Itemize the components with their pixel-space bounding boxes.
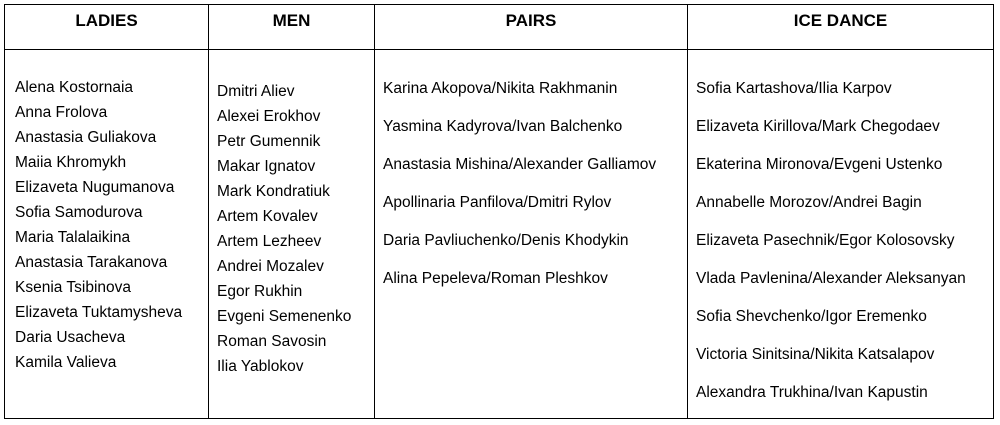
ladies-column	[5, 50, 209, 418]
list-item: Anna Frolova	[15, 104, 108, 121]
list-item: Daria Usacheva	[15, 329, 126, 346]
list-item: Maiia Khromykh	[15, 154, 127, 171]
list-item: Ilia Yablokov	[217, 358, 304, 375]
list-item: Mark Kondratiuk	[217, 183, 330, 200]
list-item: Alina Pepeleva/Roman Pleshkov	[383, 270, 608, 287]
list-item: Elizaveta Tuktamysheva	[15, 304, 183, 321]
list-item: Kamila Valieva	[15, 354, 117, 371]
list-item: Petr Gumennik	[217, 133, 321, 150]
list-item: Egor Rukhin	[217, 283, 303, 300]
list-item: Alexandra Trukhina/Ivan Kapustin	[696, 384, 928, 401]
list-item: Vlada Pavlenina/Alexander Aleksanyan	[696, 270, 966, 287]
pairs-column	[375, 50, 688, 418]
men-column	[209, 50, 375, 418]
list-item: Alena Kostornaia	[15, 79, 134, 96]
men-header: MEN	[209, 5, 375, 50]
pairs-list	[383, 70, 656, 298]
list-item: Andrei Mozalev	[217, 258, 324, 275]
list-item: Alexei Erokhov	[217, 108, 321, 125]
list-item: Elizaveta Nugumanova	[15, 179, 175, 196]
list-item: Daria Pavliuchenko/Denis Khodykin	[383, 232, 629, 249]
ice-dance-header: ICE DANCE	[688, 5, 993, 50]
list-item: Dmitri Aliev	[217, 83, 295, 100]
list-item: Ksenia Tsibinova	[15, 279, 132, 296]
list-item: Elizaveta Kirillova/Mark Chegodaev	[696, 118, 940, 135]
list-item: Yasmina Kadyrova/Ivan Balchenko	[383, 118, 623, 135]
list-item: Artem Lezheev	[217, 233, 322, 250]
list-item: Ekaterina Mironova/Evgeni Ustenko	[696, 156, 943, 173]
list-item: Makar Ignatov	[217, 158, 316, 175]
ladies-header: LADIES	[5, 5, 209, 50]
list-item: Sofia Shevchenko/Igor Eremenko	[696, 308, 927, 325]
list-item: Anastasia Guliakova	[15, 129, 157, 146]
list-item: Annabelle Morozov/Andrei Bagin	[696, 194, 922, 211]
list-item: Victoria Sinitsina/Nikita Katsalapov	[696, 346, 935, 363]
ladies-list	[15, 75, 182, 375]
ice-dance-list	[696, 70, 966, 412]
ice-dance-column	[688, 50, 993, 418]
roster-table	[4, 4, 994, 419]
men-list	[217, 79, 351, 379]
list-item: Sofia Kartashova/Ilia Karpov	[696, 80, 892, 97]
list-item: Apollinaria Panfilova/Dmitri Rylov	[383, 194, 612, 211]
list-item: Anastasia Tarakanova	[15, 254, 168, 271]
list-item: Evgeni Semenenko	[217, 308, 352, 325]
list-item: Roman Savosin	[217, 333, 327, 350]
list-item: Elizaveta Pasechnik/Egor Kolosovsky	[696, 232, 955, 249]
pairs-header: PAIRS	[375, 5, 688, 50]
list-item: Anastasia Mishina/Alexander Galliamov	[383, 156, 657, 173]
list-item: Karina Akopova/Nikita Rakhmanin	[383, 80, 618, 97]
list-item: Sofia Samodurova	[15, 204, 143, 221]
list-item: Maria Talalaikina	[15, 229, 131, 246]
list-item: Artem Kovalev	[217, 208, 318, 225]
